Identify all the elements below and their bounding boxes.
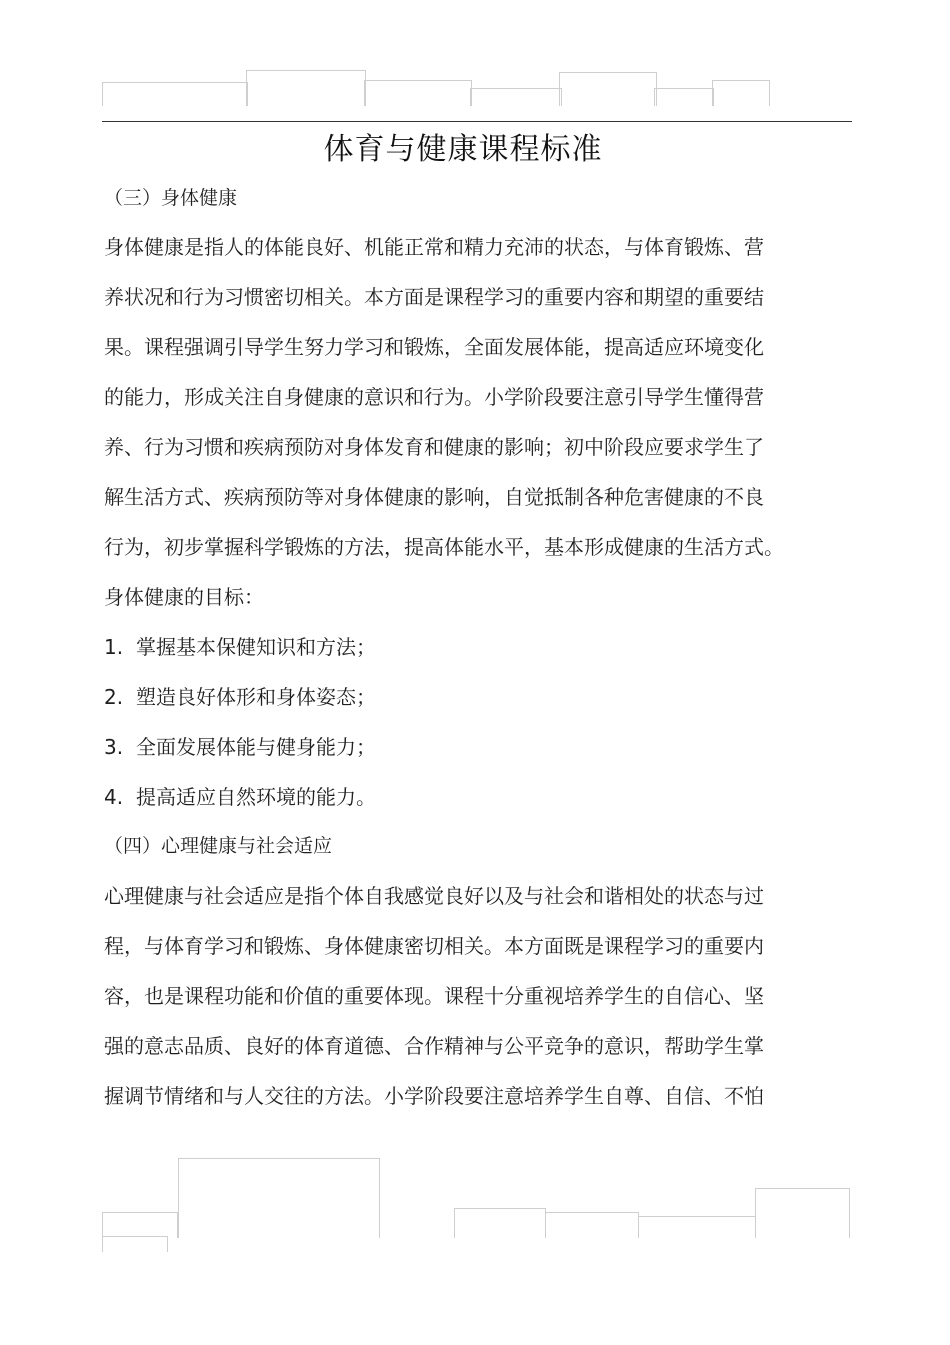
paragraph-line: 养、行为习惯和疾病预防对身体发育和健康的影响；初中阶段应要求学生了	[104, 435, 764, 459]
list-text: 全面发展体能与健身能力；	[136, 735, 376, 759]
list-item	[104, 733, 376, 761]
paragraph-line: 强的意志品质、良好的体育道德、合作精神与公平竞争的意识，帮助学生掌	[104, 1034, 764, 1058]
section-heading: （四）心理健康与社会适应	[104, 835, 333, 857]
header-decoration	[712, 80, 770, 106]
header-decoration	[246, 70, 366, 106]
list-item	[104, 633, 376, 661]
header-decoration	[654, 88, 714, 106]
paragraph-line: 行为，初步掌握科学锻炼的方法，提高体能水平，基本形成健康的生活方式。	[104, 535, 784, 559]
header-decoration	[559, 72, 657, 106]
section-heading: （三）身体健康	[104, 187, 238, 209]
paragraph-line: 程，与体育学习和锻炼、身体健康密切相关。本方面既是课程学习的重要内	[104, 934, 764, 958]
header-decoration	[364, 80, 472, 106]
page-title: 体育与健康课程标准	[323, 132, 603, 167]
list-text: 塑造良好体形和身体姿态；	[136, 685, 376, 709]
paragraph-line: 果。课程强调引导学生努力学习和锻炼，全面发展体能，提高适应环境变化	[104, 335, 764, 359]
paragraph-line: 养状况和行为习惯密切相关。本方面是课程学习的重要内容和期望的重要结	[104, 285, 764, 309]
footer-decoration	[454, 1208, 546, 1238]
footer-decoration	[102, 1212, 178, 1238]
footer-decoration	[755, 1188, 850, 1238]
paragraph-line: 解生活方式、疾病预防等对身体健康的影响，自觉抵制各种危害健康的不良	[104, 485, 764, 509]
list-number: 1.	[104, 635, 124, 659]
footer-decoration	[178, 1158, 380, 1238]
footer-decoration	[102, 1236, 168, 1252]
list-number: 3.	[104, 735, 124, 759]
list-text: 提高适应自然环境的能力。	[136, 785, 376, 809]
list-number: 4.	[104, 785, 124, 809]
list-item	[104, 783, 376, 811]
paragraph-line: 容，也是课程功能和价值的重要体现。课程十分重视培养学生的自信心、坚	[104, 984, 764, 1008]
paragraph-line: 握调节情绪和与人交往的方法。小学阶段要注意培养学生自尊、自信、不怕	[104, 1084, 764, 1108]
header-decoration	[470, 88, 562, 106]
header-decoration	[102, 82, 248, 106]
paragraph-line: 心理健康与社会适应是指个体自我感觉良好以及与社会和谐相处的状态与过	[104, 884, 764, 908]
footer-decoration	[638, 1216, 756, 1238]
goals-label: 身体健康的目标：	[104, 585, 264, 609]
list-text: 掌握基本保健知识和方法；	[136, 635, 376, 659]
paragraph-line: 身体健康是指人的体能良好、机能正常和精力充沛的状态，与体育锻炼、营	[104, 235, 764, 259]
list-number: 2.	[104, 685, 124, 709]
list-item	[104, 683, 376, 711]
paragraph-line: 的能力，形成关注自身健康的意识和行为。小学阶段要注意引导学生懂得营	[104, 385, 764, 409]
footer-decoration	[545, 1212, 639, 1238]
header-rule	[102, 121, 852, 122]
